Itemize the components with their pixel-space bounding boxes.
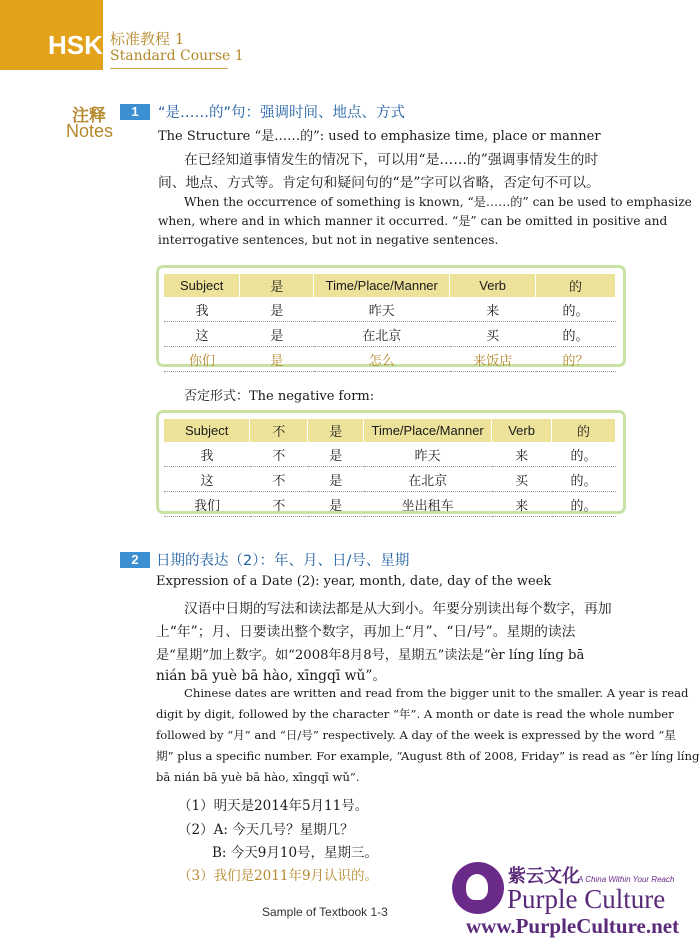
watermark-cn: 紫云文化 [508,866,580,887]
table-cell: 来饭店 [450,347,536,372]
hsk-logo: HSK [48,30,103,60]
header-rule [110,68,228,69]
page-footer: Sample of Textbook 1-3 [262,905,388,919]
table-2-header: Time/Place/Manner [364,419,492,442]
section-1-para-en-line3: interrogative sentences, but not in negative sentences. [158,233,499,247]
example-1: （1）明天是2014年5月11号。 [178,798,369,814]
table-2-header: Subject [164,419,250,442]
table-cell: 这 [164,322,240,347]
table-cell: 是 [240,347,314,372]
table-cell: 我 [164,442,250,467]
watermark-url: www.PurpleCulture.net [466,914,680,938]
section-1-para-cn-line2: 间、地点、方式等。肯定句和疑问句的“是”字可以省略，否定句不可以。 [158,175,600,191]
notes-label-cn: 注释 [72,106,106,126]
book-title-cn: 标准教程 1 [110,30,185,48]
table-1-header: 是 [240,274,314,297]
table-1-header: Verb [450,274,536,297]
table-2-header: 不 [250,419,308,442]
watermark-tagline: A China Within Your Reach [578,875,675,884]
section-1-subtitle: The Structure “是……的”: used to emphasize time, place or manner [158,129,601,144]
table-1-header: 的 [536,274,616,297]
section-2-para-cn-line1: 汉语中日期的写法和读法都是从大到小。年要分别读出每个数字，再加 [184,601,612,617]
watermark-name: Purple Culture [507,884,666,914]
table-positive-structure [164,274,616,372]
table-cell: 是 [308,492,364,517]
section-2-para-en-line5: bā nián bā yuè bā hào, xīngqī wǔ”. [156,770,360,784]
table-cell: 买 [450,322,536,347]
section-2-subtitle: Expression of a Date (2): year, month, date, day of the week [156,574,552,589]
table-cell: 不 [250,492,308,517]
example-3: （3）我们是2011年9月认识的。 [178,868,379,884]
table-2-header: Verb [492,419,552,442]
table-cell: 昨天 [314,297,450,322]
table-cell: 的？ [536,347,616,372]
section-2-badge: 2 [120,552,150,568]
table-cell: 这 [164,467,250,492]
table-cell: 我 [164,297,240,322]
table-cell: 是 [308,442,364,467]
section-1-title: “是……的”句：强调时间、地点、方式 [158,105,406,121]
table-2-header: 是 [308,419,364,442]
table-cell: 不 [250,467,308,492]
table-row [164,322,616,347]
section-2-para-cn-line3: 是“星期”加上数字。如“2008年8月8号，星期五”读法是“èr líng líng bā [156,648,585,663]
logo-swirl-icon [466,874,488,900]
table-row [164,297,616,322]
example-2a: （2）A: 今天几号？星期几？ [178,822,354,838]
table-cell: 你们 [164,347,240,372]
section-1-badge: 1 [120,104,150,120]
table-cell: 是 [308,467,364,492]
section-2-para-cn-line4: nián bā yuè bā hào, xīngqī wǔ”。 [156,668,387,684]
table-1-header-row [164,274,616,297]
table-cell: 来 [450,297,536,322]
table-cell: 昨天 [364,442,492,467]
section-2-para-en-line2: digit by digit, followed by the character “年”. A month or date is read the whole number [156,707,674,721]
table-1-header: Time/Place/Manner [314,274,450,297]
section-2-para-cn-line2: 上“年”；月、日要读出整个数字，再加上“月”、“日/号”。星期的读法 [156,624,576,640]
table-negative-structure [164,419,616,517]
table-cell: 在北京 [364,467,492,492]
section-1-para-cn-line1: 在已经知道事情发生的情况下，可以用“是……的”强调事情发生的时 [184,152,599,168]
section-2-para-en-line1: Chinese dates are written and read from the bigger unit to the smaller. A year is read [184,686,689,700]
table-cell: 在北京 [314,322,450,347]
table-cell: 的。 [552,467,616,492]
table-cell: 的。 [552,442,616,467]
table-cell: 我们 [164,492,250,517]
table-cell: 是 [240,322,314,347]
table-cell: 买 [492,467,552,492]
table-2-header: 的 [552,419,616,442]
table-cell: 来 [492,442,552,467]
section-2-title: 日期的表达（2）：年、月、日/号、星期 [156,553,410,569]
table-cell: 怎么 [314,347,450,372]
table-row [164,467,616,492]
table-cell: 的。 [536,322,616,347]
table-cell: 是 [240,297,314,322]
table-cell: 的。 [536,297,616,322]
negative-form-label: 否定形式：The negative form: [184,389,375,404]
book-title-en: Standard Course 1 [110,48,244,64]
section-1-para-en-line2: when, where and in which manner it occurred. “是” can be omitted in positive and [158,214,668,228]
table-2-header-row [164,419,616,442]
table-row [164,347,616,372]
table-row [164,492,616,517]
table-cell: 不 [250,442,308,467]
table-1-header: Subject [164,274,240,297]
table-cell: 的。 [552,492,616,517]
table-cell: 来 [492,492,552,517]
section-1-para-en-line1: When the occurrence of something is known, “是……的” can be used to emphasize [184,195,692,209]
example-2b: B: 今天9月10号，星期三。 [212,845,379,861]
notes-label-en: Notes [66,121,114,141]
table-row [164,442,616,467]
table-cell: 坐出租车 [364,492,492,517]
section-2-para-en-line4: 期” plus a specific number. For example, “August 8th of 2008, Friday” is read as “èr líng líng [156,749,700,763]
section-2-para-en-line3: followed by “月” and “日/号” respectively. A day of the week is expressed by the word “星 [156,728,676,742]
